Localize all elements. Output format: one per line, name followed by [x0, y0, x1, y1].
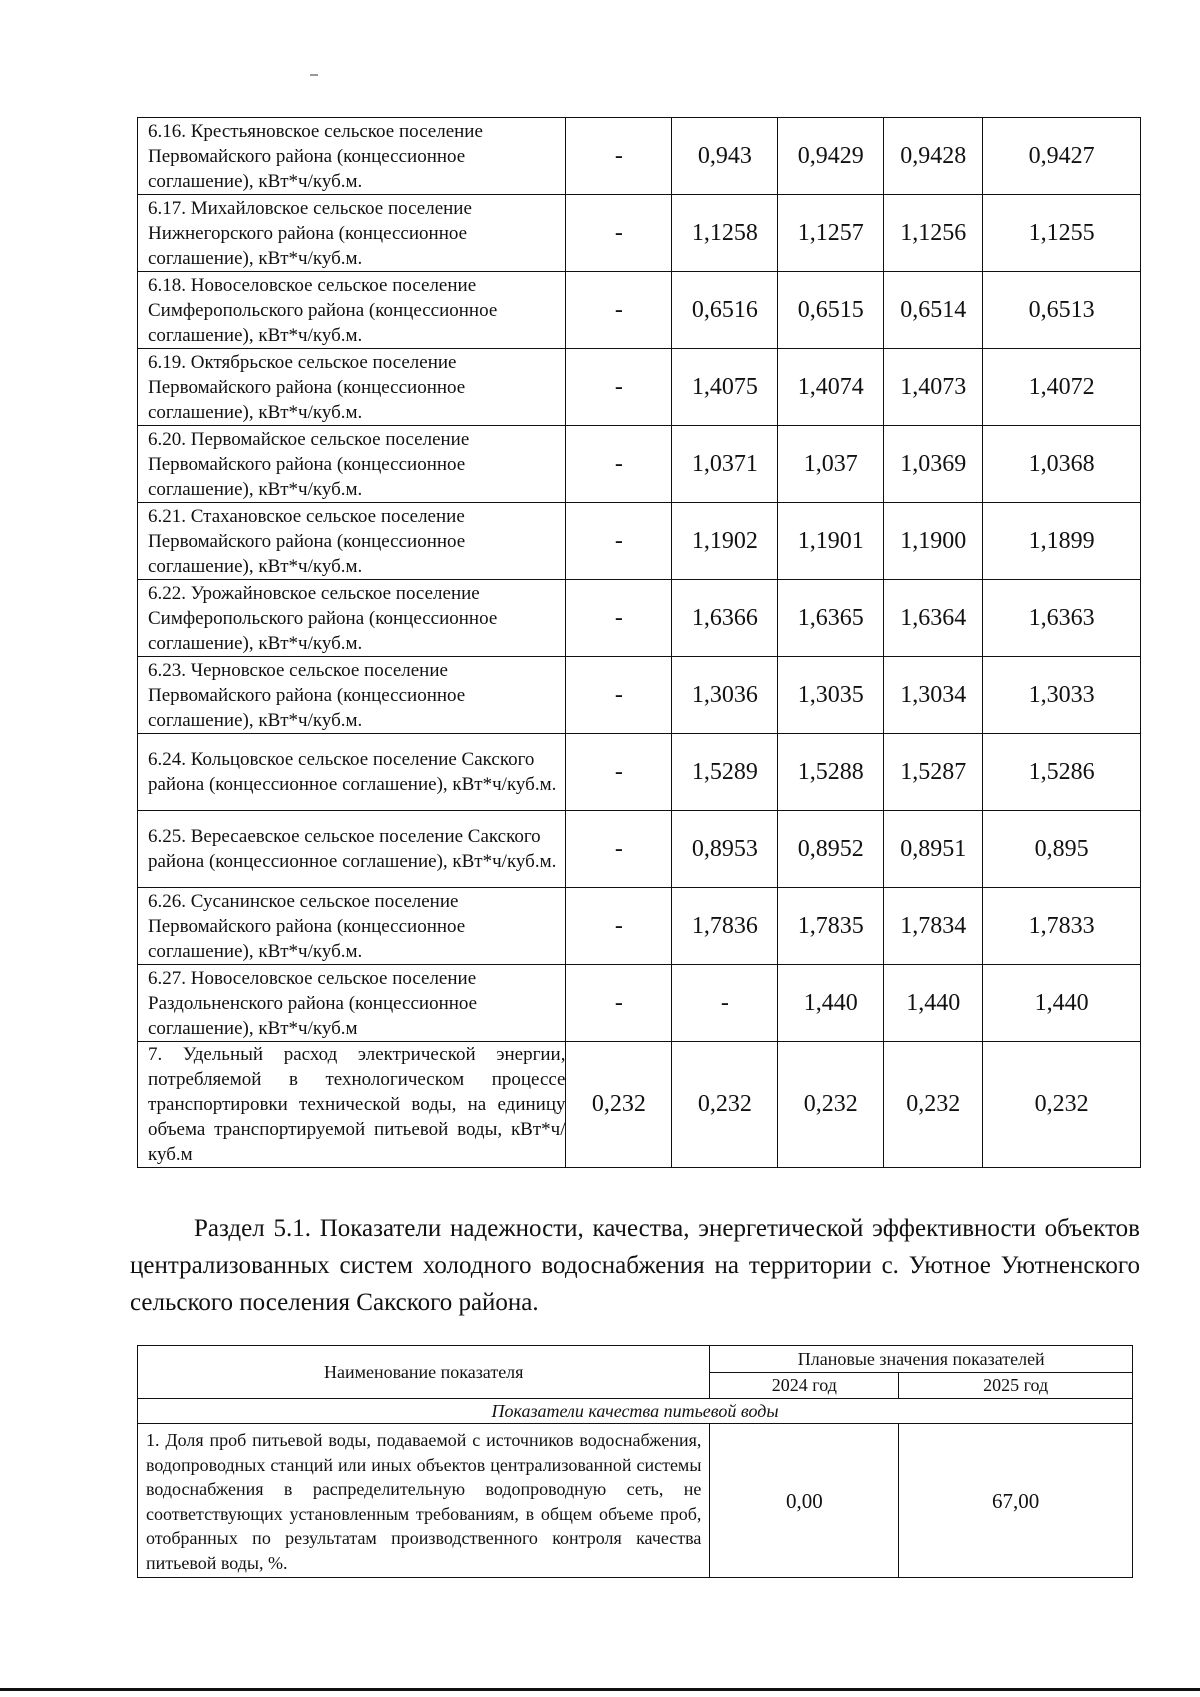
row-value-2: 1,3036 [672, 657, 778, 734]
table-row [138, 965, 1141, 1042]
row-value-5: 1,5286 [983, 734, 1141, 811]
header-plan-values: Плановые значения показателей [710, 1346, 1133, 1373]
row-value-5: 1,7833 [983, 888, 1141, 965]
row-value-4: 1,7834 [884, 888, 983, 965]
row-value-5: 1,440 [983, 965, 1141, 1042]
table-row [138, 426, 1141, 503]
row-value-1: - [566, 503, 672, 580]
row-value-3: 1,7835 [778, 888, 884, 965]
table-row [138, 811, 1141, 888]
row-indicator-name: 6.22. Урожайновское сельское поселение Симферопольского района (концессионное соглашение), кВт*ч/куб.м. [138, 580, 566, 657]
row-value-4: 1,440 [884, 965, 983, 1042]
row-indicator-name: 6.25. Вересаевское сельское поселение Сакского района (концессионное соглашение), кВт*ч/куб.м. [138, 811, 566, 888]
table-row [138, 349, 1141, 426]
row-value-3: 1,6365 [778, 580, 884, 657]
row-value-3: 1,3035 [778, 657, 884, 734]
row-value-5: 0,9427 [983, 118, 1141, 195]
row-value-1: - [566, 888, 672, 965]
energy-consumption-table [137, 117, 1141, 1168]
row-value-5: 1,1899 [983, 503, 1141, 580]
row-value-1: - [566, 118, 672, 195]
row-indicator-name: 6.19. Октябрьское сельское поселение Первомайского района (концессионное соглашение), кВт*ч/куб.м. [138, 349, 566, 426]
row-value-5: 1,3033 [983, 657, 1141, 734]
row-value-2: 0,232 [672, 1042, 778, 1168]
row-value-3: 0,9429 [778, 118, 884, 195]
row-value-4: 0,9428 [884, 118, 983, 195]
header-year-2024: 2024 год [710, 1372, 899, 1399]
row-value-2: 1,1258 [672, 195, 778, 272]
row-value-2: 0,6516 [672, 272, 778, 349]
row-value-5: 1,0368 [983, 426, 1141, 503]
table-row [138, 195, 1141, 272]
table-row [138, 734, 1141, 811]
header-year-2025: 2025 год [899, 1372, 1133, 1399]
row-value-5: 0,6513 [983, 272, 1141, 349]
row-indicator-name: 6.24. Кольцовское сельское поселение Сакского района (концессионное соглашение), кВт*ч/куб.м. [138, 734, 566, 811]
row-value-2: 1,0371 [672, 426, 778, 503]
row-value-1: - [566, 349, 672, 426]
row-value-4: 1,0369 [884, 426, 983, 503]
row-value-2: 1,5289 [672, 734, 778, 811]
row-value-2: 0,943 [672, 118, 778, 195]
row-value-5: 0,895 [983, 811, 1141, 888]
section-heading: Раздел 5.1. Показатели надежности, качества, энергетической эффективности объектов централизованных систем холодного водоснабжения на территории с. Уютное Уютненского сельского поселения Сакского района. [130, 1215, 1140, 1316]
row-value-3: 1,1257 [778, 195, 884, 272]
row-value-2: - [672, 965, 778, 1042]
row-indicator-name: 6.27. Новоселовское сельское поселение Раздольненского района (концессионное соглашение), кВт*ч/куб.м [138, 965, 566, 1042]
row-value-1: - [566, 965, 672, 1042]
row-value-2: 1,4075 [672, 349, 778, 426]
row-value-3: 1,440 [778, 965, 884, 1042]
table-row [138, 118, 1141, 195]
row-value-3: 0,6515 [778, 272, 884, 349]
table-row [138, 888, 1141, 965]
table-row [138, 1042, 1141, 1168]
row-value-4: 1,4073 [884, 349, 983, 426]
row-value-5: 1,4072 [983, 349, 1141, 426]
row-value-2: 0,8953 [672, 811, 778, 888]
row-value-4: 0,8951 [884, 811, 983, 888]
row-value-2: 1,1902 [672, 503, 778, 580]
row-value-1: - [566, 580, 672, 657]
row-value-1: - [566, 272, 672, 349]
row-indicator-name: 6.17. Михайловское сельское поселение Нижнегорского района (концессионное соглашение), кВт*ч/куб.м. [138, 195, 566, 272]
row-value-4: 1,3034 [884, 657, 983, 734]
row-value-5: 1,1255 [983, 195, 1141, 272]
row-value-2: 1,7836 [672, 888, 778, 965]
table-row [138, 503, 1141, 580]
row-indicator-name: 7. Удельный расход электрической энергии, потребляемой в технологическом процессе транспортировки технической воды, на единицу объема транспортируемой питьевой воды, кВт*ч/куб.м [138, 1042, 566, 1168]
indicator-1-description: 1. Доля проб питьевой воды, подаваемой с источников водоснабжения, водопроводных станций или иных объектов централизованной системы водоснабжения в распределительную водопроводную сеть, не соответствующих установленным требованиям, в общем объеме проб, отобранных по результатам производственного контроля качества питьевой воды, %. [138, 1424, 710, 1578]
row-value-3: 0,8952 [778, 811, 884, 888]
table-row [138, 580, 1141, 657]
row-value-3: 1,5288 [778, 734, 884, 811]
row-indicator-name: 6.18. Новоселовское сельское поселение Симферопольского района (концессионное соглашение), кВт*ч/куб.м. [138, 272, 566, 349]
row-value-1: - [566, 734, 672, 811]
table-row [138, 272, 1141, 349]
row-value-1: - [566, 195, 672, 272]
page-scan-mark [310, 74, 318, 76]
indicator-1-value-2025: 67,00 [899, 1424, 1133, 1578]
page-bottom-rule [0, 1688, 1200, 1691]
row-value-1: - [566, 426, 672, 503]
row-value-2: 1,6366 [672, 580, 778, 657]
row-indicator-name: 6.16. Крестьяновское сельское поселение Первомайского района (концессионное соглашение), кВт*ч/куб.м. [138, 118, 566, 195]
quality-indicators-table [137, 1345, 1133, 1578]
group-water-quality: Показатели качества питьевой воды [138, 1399, 1133, 1424]
row-value-4: 1,6364 [884, 580, 983, 657]
row-value-3: 1,037 [778, 426, 884, 503]
row-indicator-name: 6.26. Сусанинское сельское поселение Первомайского района (концессионное соглашение), кВт*ч/куб.м. [138, 888, 566, 965]
header-indicator-name: Наименование показателя [138, 1346, 710, 1399]
row-value-1: - [566, 811, 672, 888]
row-indicator-name: 6.21. Стахановское сельское поселение Первомайского района (концессионное соглашение), кВт*ч/куб.м. [138, 503, 566, 580]
row-value-3: 1,4074 [778, 349, 884, 426]
row-value-5: 0,232 [983, 1042, 1141, 1168]
row-value-3: 1,1901 [778, 503, 884, 580]
row-value-1: - [566, 657, 672, 734]
row-value-3: 0,232 [778, 1042, 884, 1168]
row-value-4: 0,232 [884, 1042, 983, 1168]
row-value-5: 1,6363 [983, 580, 1141, 657]
row-indicator-name: 6.23. Черновское сельское поселение Первомайского района (концессионное соглашение), кВт*ч/куб.м. [138, 657, 566, 734]
row-value-4: 1,1900 [884, 503, 983, 580]
row-value-4: 1,1256 [884, 195, 983, 272]
row-value-4: 0,6514 [884, 272, 983, 349]
row-indicator-name: 6.20. Первомайское сельское поселение Первомайского района (концессионное соглашение), кВт*ч/куб.м. [138, 426, 566, 503]
row-value-1: 0,232 [566, 1042, 672, 1168]
indicator-1-value-2024: 0,00 [710, 1424, 899, 1578]
row-value-4: 1,5287 [884, 734, 983, 811]
table-row [138, 657, 1141, 734]
